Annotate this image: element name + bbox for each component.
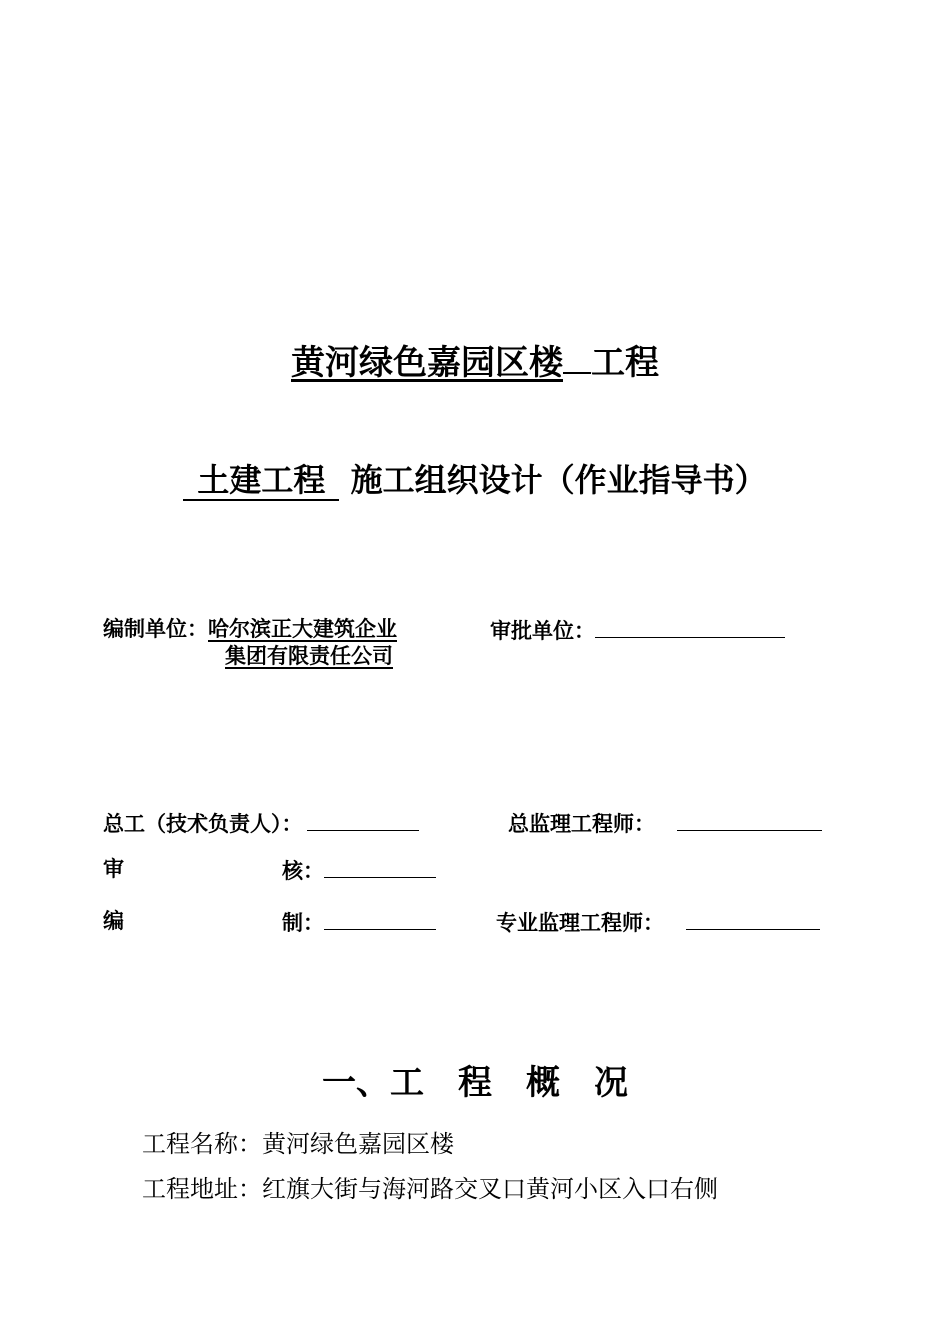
specialist-supervisor-blank [686, 907, 820, 930]
section-heading-part-4: 况 [594, 1063, 628, 1103]
compile-unit-cont [225, 642, 393, 670]
compile-unit-line2: 集团有限责任公司 [225, 643, 393, 668]
section-heading-part-3: 概 [526, 1063, 560, 1103]
chief-supervisor-label: 总监理工程师： [508, 811, 655, 836]
review-row [282, 855, 436, 885]
compile-unit-label: 编制单位： [103, 616, 208, 641]
review-label-left [103, 855, 124, 883]
approve-unit-label: 审批单位： [490, 618, 595, 643]
approve-unit [490, 615, 785, 645]
specialist-supervisor-row [496, 907, 820, 937]
project-address-value: 红旗大街与海河路交叉口黄河小区入口右侧 [262, 1175, 718, 1203]
project-name-value: 黄河绿色嘉园区楼 [262, 1130, 454, 1158]
project-name-line [142, 1128, 454, 1160]
section-heading-part-2: 程 [458, 1063, 492, 1103]
chief-engineer-row [103, 808, 419, 838]
project-address-label: 工程地址： [142, 1175, 262, 1203]
review-char-1: 审 [103, 856, 124, 881]
project-name-label: 工程名称： [142, 1130, 262, 1158]
specialist-supervisor-label: 专业监理工程师： [496, 910, 664, 935]
project-address-line [142, 1173, 718, 1205]
document-type: 施工组织设计（作业指导书） [350, 461, 767, 499]
chief-engineer-label: 总工（技术负责人）： [103, 811, 303, 836]
project-name: 黄河绿色嘉园区楼 [291, 343, 563, 383]
compile-char-2: 制： [282, 910, 324, 935]
project-suffix: 工程 [591, 343, 659, 383]
section-heading [0, 1060, 950, 1106]
approve-unit-blank [595, 615, 785, 638]
compile-label-left [103, 907, 124, 935]
compile-unit-line1: 哈尔滨正大建筑企业 [208, 616, 397, 641]
review-blank [324, 855, 436, 878]
discipline-name: 土建工程 [183, 461, 339, 501]
compile-unit [103, 615, 397, 643]
compile-blank [324, 907, 436, 930]
document-subtitle [0, 458, 950, 502]
compile-row [282, 907, 436, 937]
section-heading-part-1: 一、工 [322, 1063, 424, 1103]
title-blank-line [563, 336, 591, 374]
compile-char-1: 编 [103, 908, 124, 933]
project-title [0, 336, 950, 385]
chief-supervisor-row [508, 808, 822, 838]
review-char-2: 核： [282, 858, 324, 883]
chief-supervisor-blank [677, 808, 822, 831]
chief-engineer-blank [307, 808, 419, 831]
